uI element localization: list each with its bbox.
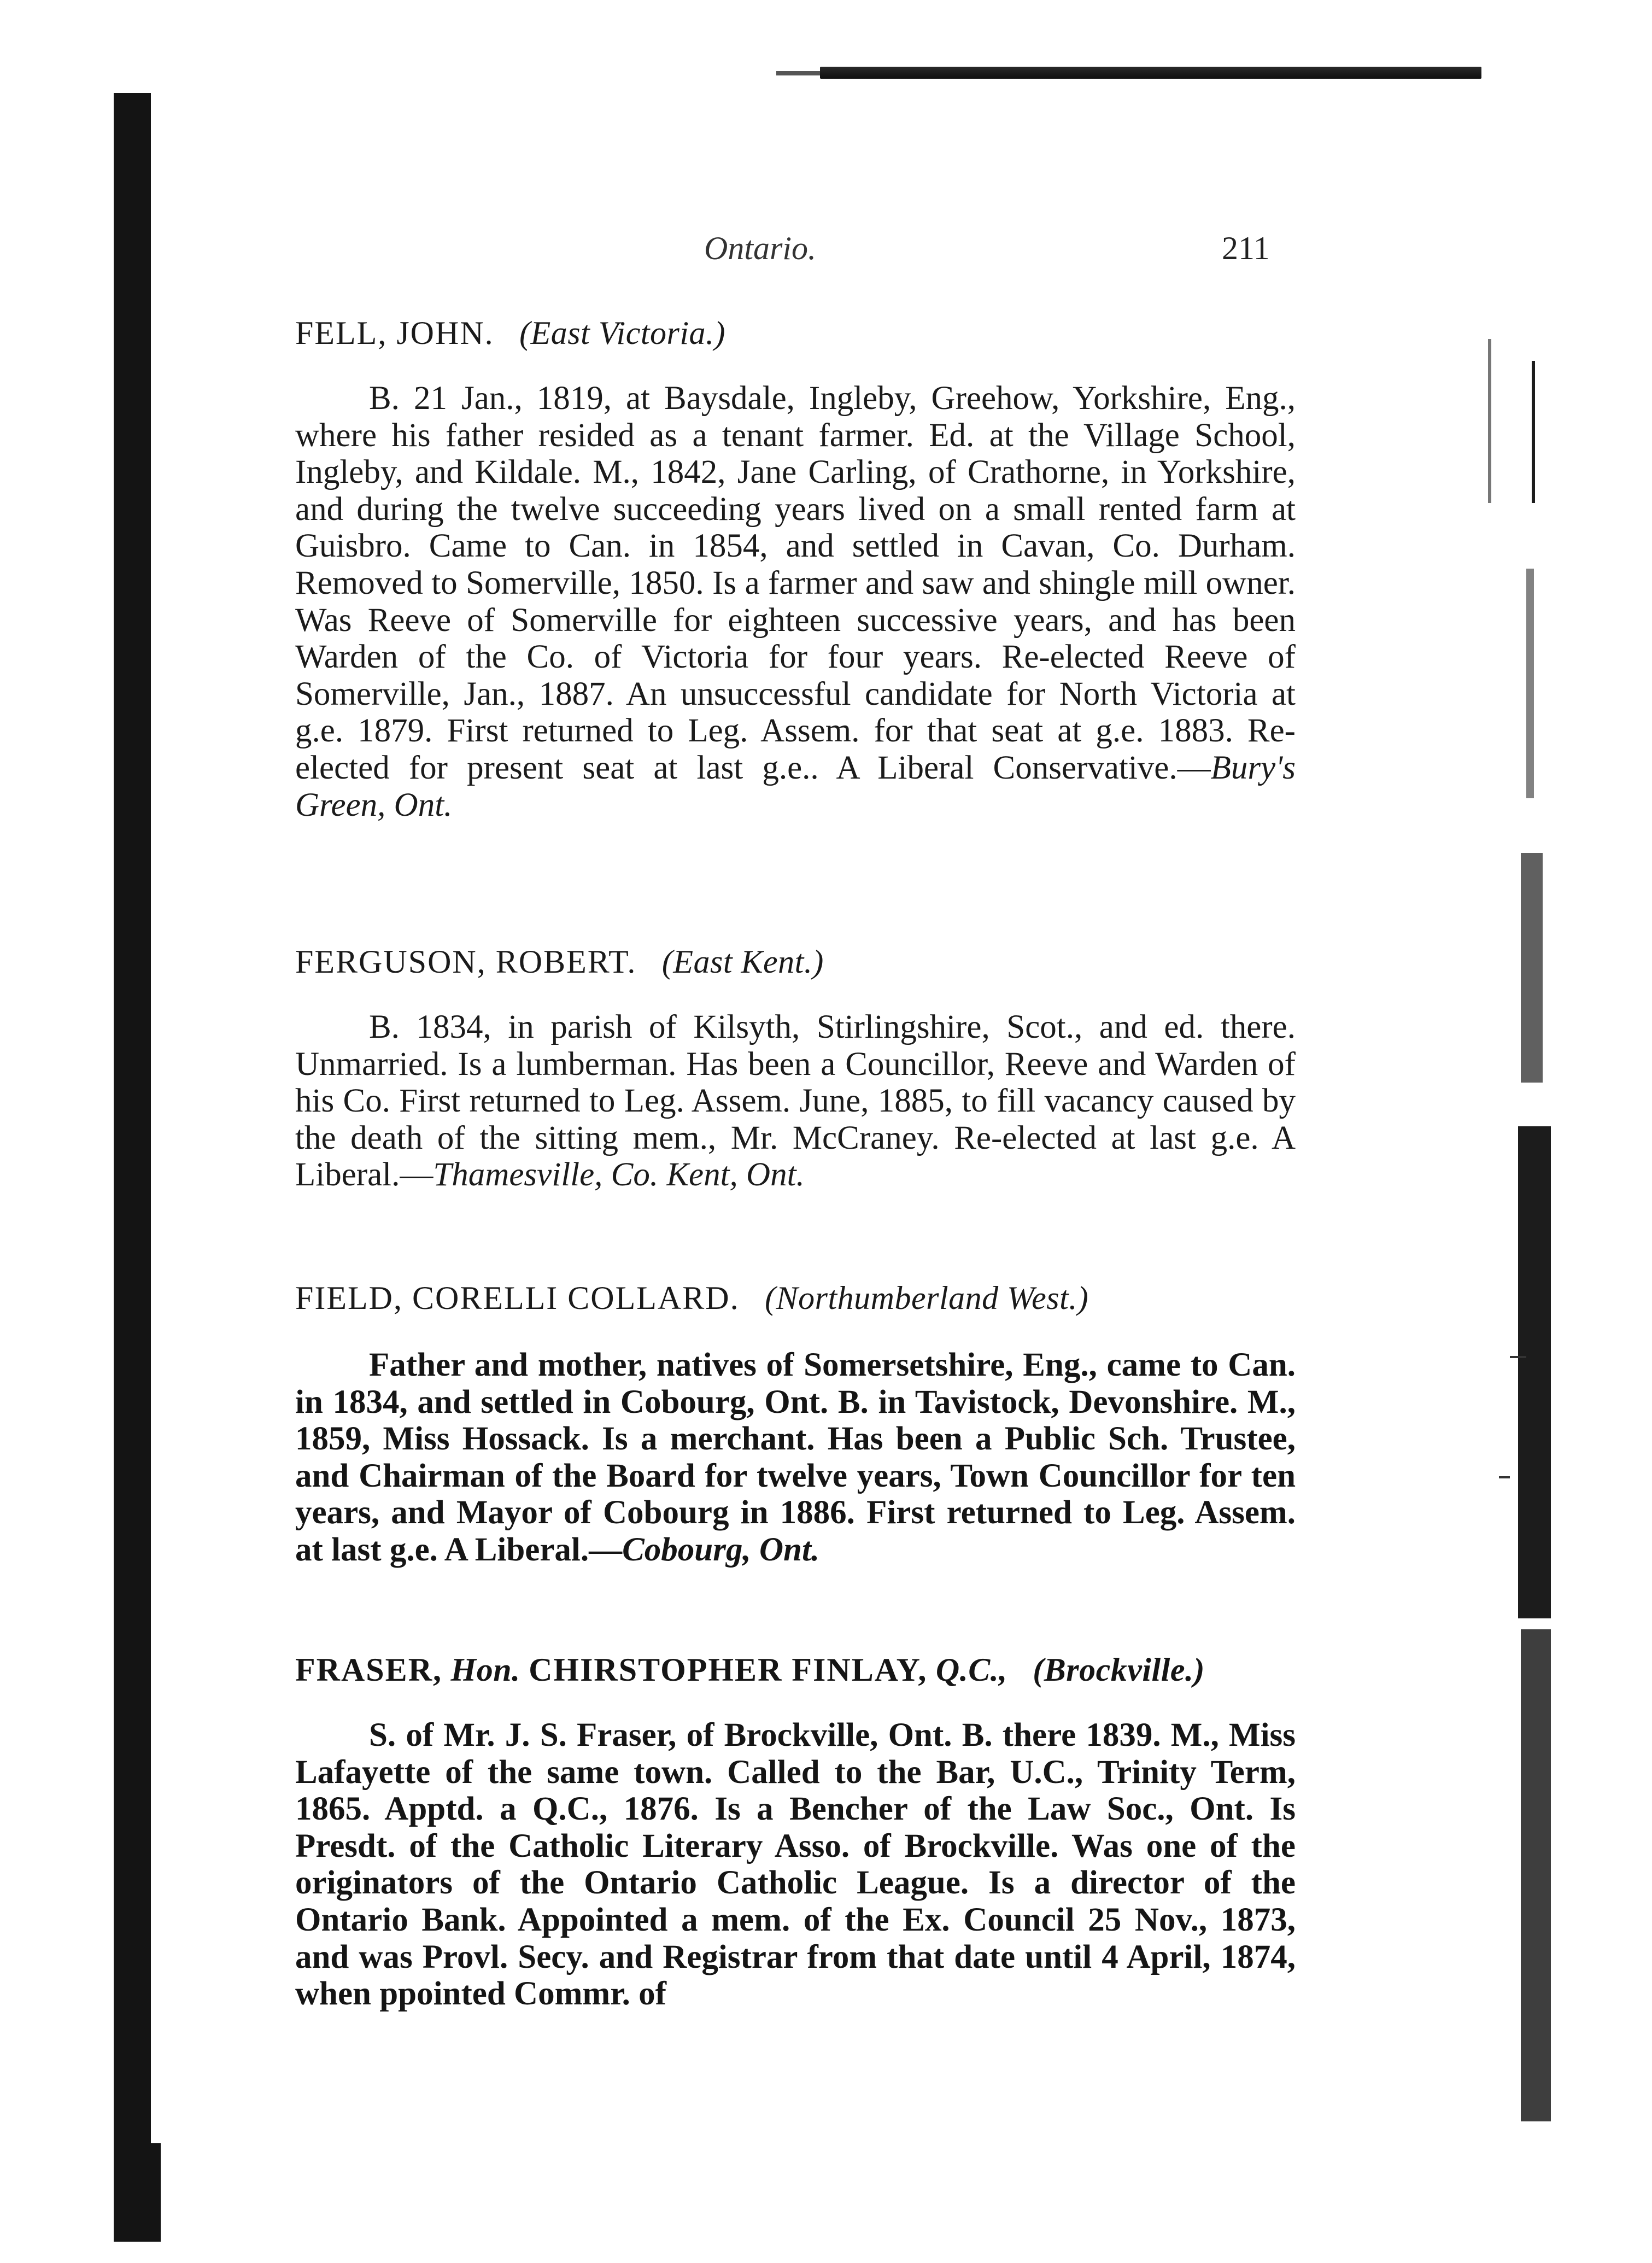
scan-top-rule: [820, 67, 1481, 79]
entry-text: B. 1834, in parish of Kilsyth, Stirlingshire, Scot., and ed. there. Unmarried. Is a lumberman. Has been a Councillor, Reeve and Warden of his Co. First returned to Leg. Assem. June, 1885, to fill vacancy caused by the death of the sitting mem., Mr. McCraney. Re-elected at last g.e. A Liberal.—: [295, 1009, 1296, 1194]
entry-name: FRASER,: [295, 1652, 443, 1688]
entry-heading-fraser: [295, 1651, 1205, 1689]
entry-text: B. 21 Jan., 1819, at Baysdale, Ingleby, Greehow, Yorkshire, Eng., where his father resided as a tenant farmer. Ed. at the Village School, Ingleby, and Kildale. M., 1842, Jane Carling, of Crathorne, in Yorkshire, and during the twelve succeeding years lived on a small rented farm at Guisbro. Came to Can. in 1854, and settled in Cavan, Co. Durham. Removed to Somerville, 1850. Is a farmer and saw and shingle mill owner. Was Reeve of Somerville for eighteen successive years, and has been Warden of the Co. of Victoria for four years. Re-elected Reeve of Somerville, Jan., 1887. An unsuccessful candidate for North Victoria at g.e. 1879. First returned to Leg. Assem. for that seat at g.e. 1883. Re-elected for present seat at last g.e.. A Liberal Conservative.—: [295, 380, 1296, 786]
entry-heading-fell: [295, 314, 725, 352]
entry-name: FELL, JOHN.: [295, 315, 494, 351]
entry-honour: Q.C.,: [935, 1652, 1007, 1688]
entry-constituency: (Brockville.): [1033, 1652, 1205, 1688]
scan-page-edge: [1488, 361, 1559, 2182]
entry-name: FERGUSON, ROBERT.: [295, 944, 637, 980]
entry-heading-field: [295, 1279, 1088, 1317]
entry-body-fraser: [295, 1717, 1296, 2013]
entry-constituency: (East Kent.): [661, 944, 824, 980]
entry-name: FIELD, CORELLI COLLARD.: [295, 1280, 740, 1316]
entry-heading-ferguson: [295, 943, 824, 981]
entry-text: S. of Mr. J. S. Fraser, of Brockville, Ont. B. there 1839. M., Miss Lafayette of the same town. Called to the Bar, U.C., Trinity Term, 1865. Apptd. a Q.C., 1876. Is a Bencher of the Law Soc., Ont. Is Presdt. of the Catholic Literary Asso. of Brockville. Was one of the originators of the Ontario Catholic League. Is a director of the Ontario Bank. Appointed a mem. of the Ex. Council 25 Nov., 1873, and was Provl. Secy. and Registrar from that date until 4 April, 1874, when ppointed Commr. of: [295, 1717, 1296, 2013]
entry-residence: Thamesville, Co. Kent, Ont.: [433, 1156, 805, 1194]
scan-rule-fade: [776, 71, 825, 75]
scan-binding-tail: [151, 2143, 161, 2242]
entry-body-field: [295, 1347, 1296, 1569]
entry-body-fell: [295, 380, 1296, 823]
entry-name: CHIRSTOPHER FINLAY,: [529, 1652, 928, 1688]
entry-residence: Bury's Green, Ont.: [295, 749, 1296, 823]
scan-binding-edge: [114, 93, 151, 2242]
entry-constituency: (Northumberland West.): [765, 1280, 1089, 1316]
running-head: Ontario.: [704, 230, 817, 266]
entry-text: Father and mother, natives of Somersetshire, Eng., came to Can. in 1834, and settled in Cobourg, Ont. B. in Tavistock, Devonshire. M., 1859, Miss Hossack. Is a merchant. Has been a Public Sch. Trustee, and Chairman of the Board for twelve years, Town Councillor for ten years, and Mayor of Cobourg in 1886. First returned to Leg. Assem. at last g.e. A Liberal.—: [295, 1347, 1296, 1568]
entry-body-ferguson: [295, 1009, 1296, 1194]
page-number: 211: [1222, 230, 1270, 266]
entry-constituency: (East Victoria.): [519, 315, 725, 351]
entry-residence: Cobourg, Ont.: [622, 1531, 820, 1568]
entry-title: Hon.: [450, 1652, 520, 1688]
